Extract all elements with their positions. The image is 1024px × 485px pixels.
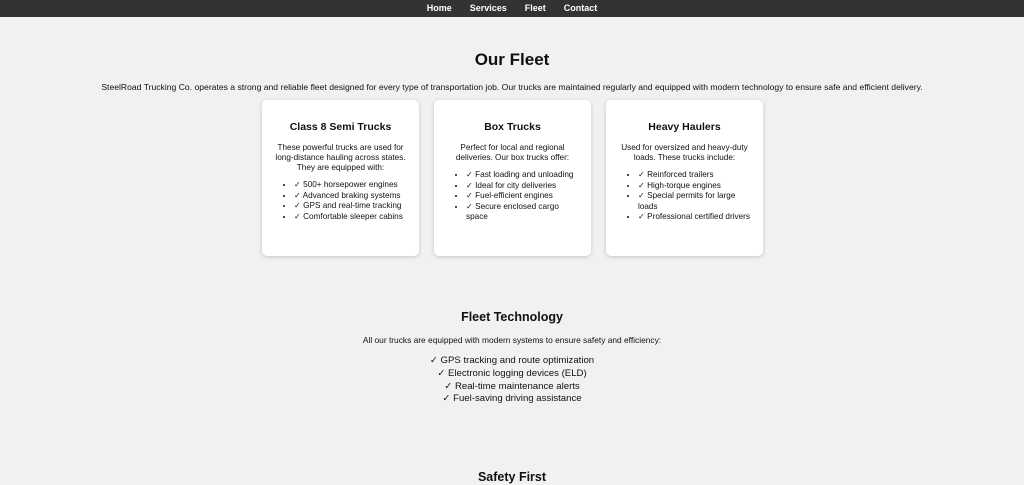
- technology-subtitle: All our trucks are equipped with modern systems to ensure safety and efficiency:: [362, 335, 662, 345]
- card-description: Used for oversized and heavy-duty loads. These trucks include:: [621, 143, 748, 162]
- technology-item: ✓ Real-time maintenance alerts: [444, 380, 580, 392]
- card-feature-list: [618, 170, 751, 223]
- card-feature: • ✓ Fuel-efficient engines: [466, 191, 579, 202]
- card-feature: • ✓ Secure enclosed cargo space: [466, 202, 579, 223]
- card-feature: • ✓ 500+ horsepower engines: [294, 180, 407, 191]
- card-feature: • ✓ Fast loading and unloading: [466, 170, 579, 181]
- card-title: Heavy Haulers: [648, 121, 721, 133]
- technology-title: Fleet Technology: [461, 310, 563, 324]
- nav-link-services[interactable]: Services: [469, 3, 507, 13]
- technology-list: [0, 355, 1024, 406]
- card-feature: • ✓ Special permits for large loads: [638, 191, 751, 212]
- fleet-cards: [262, 100, 763, 256]
- card-feature-list: [274, 180, 407, 222]
- card-feature: • ✓ Ideal for city deliveries: [466, 181, 579, 192]
- card-feature-list: [446, 170, 579, 223]
- nav-link-home[interactable]: Home: [426, 3, 452, 13]
- fleet-card-semi-trucks: [262, 100, 419, 256]
- technology-item: ✓ GPS tracking and route optimization: [429, 355, 595, 366]
- card-feature: • ✓ Professional certified drivers: [638, 212, 751, 223]
- card-feature: • ✓ Advanced braking systems: [294, 191, 407, 202]
- nav-link-contact[interactable]: Contact: [563, 3, 598, 13]
- fleet-card-heavy-haulers: [606, 100, 763, 256]
- safety-title: Safety First: [477, 470, 547, 484]
- technology-item: ✓ Fuel-saving driving assistance: [442, 393, 582, 405]
- top-nav: [0, 0, 1024, 17]
- card-feature: • ✓ GPS and real-time tracking: [294, 201, 407, 212]
- fleet-intro: SteelRoad Trucking Co. operates a strong and reliable fleet designed for every type of transportation job. Our trucks are maintained regularly and equipped with modern technology to ensure safe and efficient delivery.: [101, 82, 923, 92]
- card-feature: • ✓ Comfortable sleeper cabins: [294, 212, 407, 223]
- card-feature: • ✓ Reinforced trailers: [638, 170, 751, 181]
- card-title: Box Trucks: [484, 121, 541, 133]
- card-description: These powerful trucks are used for long-distance hauling across states. They are equipped with:: [275, 143, 406, 172]
- fleet-card-box-trucks: [434, 100, 591, 256]
- nav-link-fleet[interactable]: Fleet: [524, 3, 546, 13]
- card-title: Class 8 Semi Trucks: [289, 121, 392, 133]
- technology-item: ✓ Electronic logging devices (ELD): [437, 367, 587, 379]
- card-feature: • ✓ High-torque engines: [638, 181, 751, 192]
- card-description: Perfect for local and regional deliveries. Our box trucks offer:: [455, 143, 570, 162]
- page-title: Our Fleet: [474, 50, 550, 69]
